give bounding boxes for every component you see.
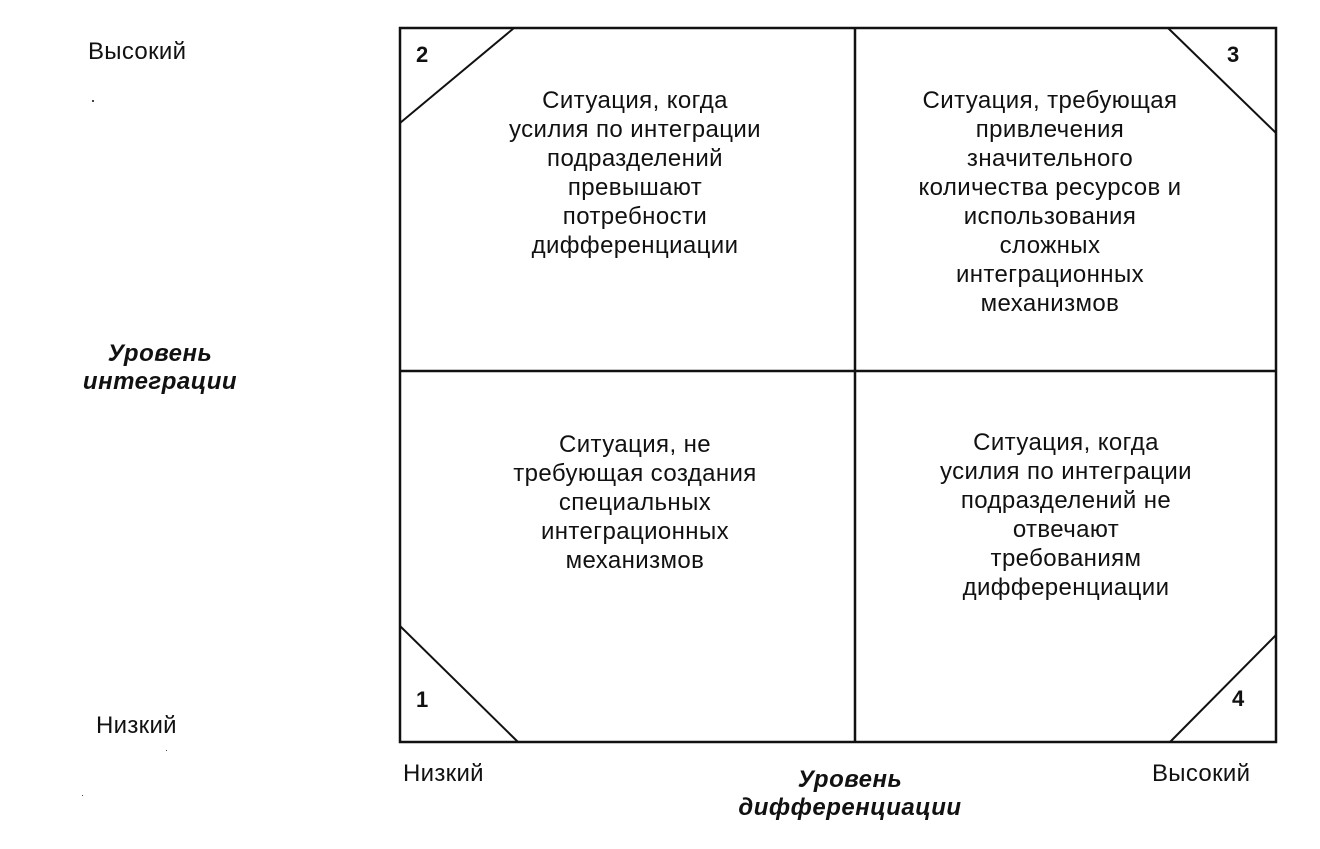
scan-speck	[166, 750, 167, 751]
corner-cut-4	[1170, 635, 1276, 742]
quadrant-2-text: Ситуация, когда усилия по интеграции подразделений превышают потребности дифференциации	[509, 87, 761, 259]
quadrant-3-text: Ситуация, требующая привлечения значительного количества ресурсов и использования сложных интеграционных механизмов	[918, 87, 1182, 317]
corner-cut-1	[400, 626, 518, 742]
y-axis-low-label: Низкий	[96, 712, 177, 739]
x-axis-title-line2: дифференциации	[738, 794, 962, 821]
x-axis-high-label: Высокий	[1152, 760, 1251, 787]
x-axis-low-label: Низкий	[403, 760, 484, 787]
scan-speck	[82, 795, 83, 796]
quadrant-2-number: 2	[416, 42, 429, 67]
quadrant-3-number: 3	[1227, 42, 1240, 67]
quadrant-4-number: 4	[1232, 686, 1245, 711]
scan-speck	[92, 100, 94, 102]
quadrant-1-number: 1	[416, 687, 429, 712]
quadrant-4-text: Ситуация, когда усилия по интеграции подразделений не отвечают требованиям дифференциации	[940, 429, 1192, 601]
x-axis-title-line1: Уровень	[797, 766, 903, 793]
y-axis-high-label: Высокий	[88, 38, 187, 65]
y-axis-title-line1: Уровень	[107, 340, 213, 367]
y-axis-title-line2: интеграции	[82, 368, 238, 395]
quadrant-1-text: Ситуация, не требующая создания специальных интеграционных механизмов	[513, 431, 757, 574]
